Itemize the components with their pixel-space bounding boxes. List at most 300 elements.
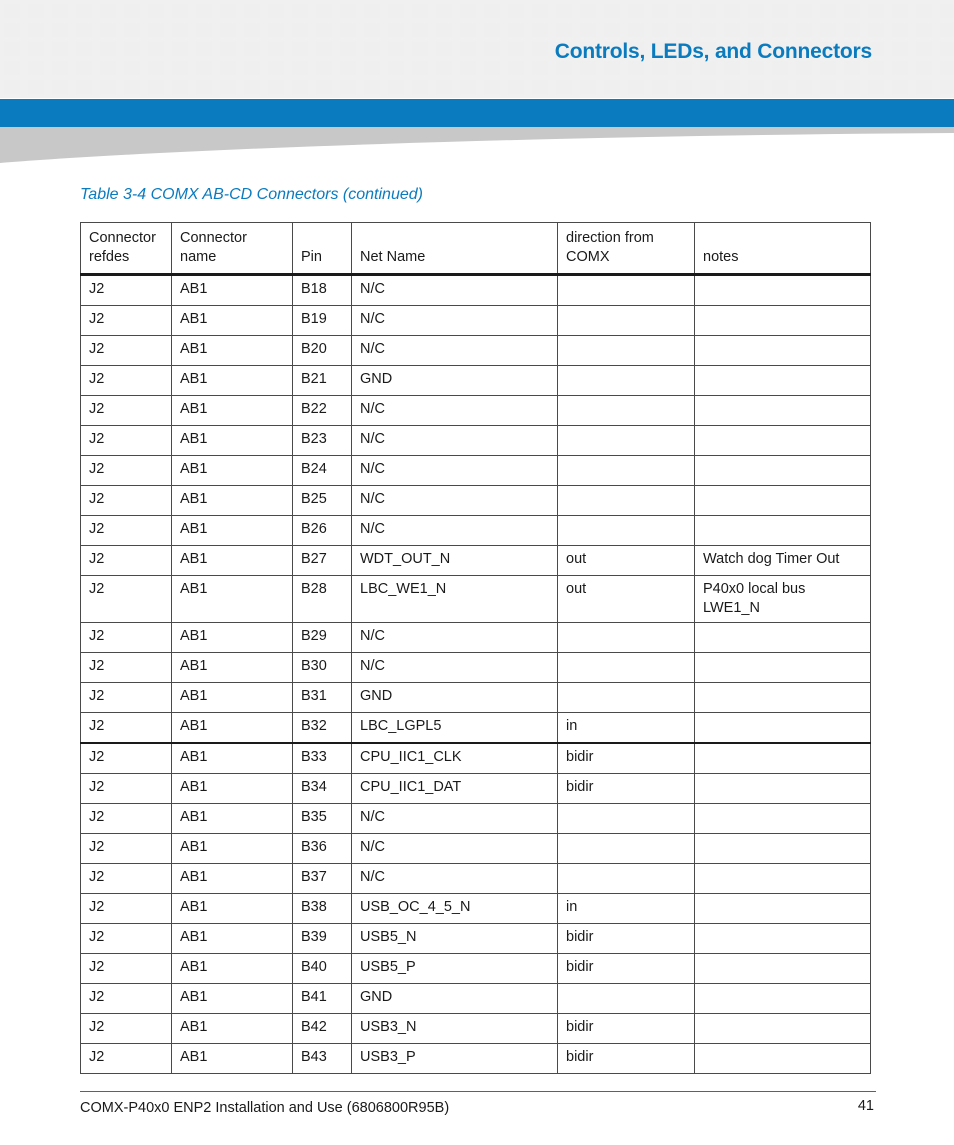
pattern-square <box>172 80 188 94</box>
cell-pin: B31 <box>293 683 352 713</box>
pattern-square <box>700 80 716 94</box>
cell-notes <box>695 713 871 744</box>
pattern-square <box>4 61 20 75</box>
pattern-square <box>916 4 932 18</box>
pattern-square <box>316 61 332 75</box>
pattern-square <box>388 80 404 94</box>
cell-connector-name: AB1 <box>172 864 293 894</box>
cell-direction: out <box>558 546 695 576</box>
pattern-square <box>364 80 380 94</box>
column-header-notes: notes <box>695 223 871 275</box>
pattern-square <box>124 23 140 37</box>
cell-direction <box>558 623 695 653</box>
cell-refdes: J2 <box>81 576 172 623</box>
cell-refdes: J2 <box>81 864 172 894</box>
pattern-square <box>772 4 788 18</box>
pattern-square <box>796 23 812 37</box>
pattern-square <box>436 4 452 18</box>
pattern-square <box>364 23 380 37</box>
cell-net-name: USB3_N <box>352 1014 558 1044</box>
pattern-square <box>580 80 596 94</box>
cell-direction <box>558 456 695 486</box>
pattern-square <box>508 42 524 56</box>
pattern-square <box>100 80 116 94</box>
cell-refdes: J2 <box>81 336 172 366</box>
pattern-square <box>484 42 500 56</box>
pattern-square <box>580 4 596 18</box>
pattern-square <box>628 23 644 37</box>
cell-direction: bidir <box>558 924 695 954</box>
pattern-square <box>436 42 452 56</box>
cell-connector-name: AB1 <box>172 576 293 623</box>
cell-notes <box>695 743 871 774</box>
cell-net-name: N/C <box>352 516 558 546</box>
cell-net-name: N/C <box>352 306 558 336</box>
pattern-square <box>220 61 236 75</box>
pattern-square <box>76 61 92 75</box>
pattern-square <box>460 23 476 37</box>
cell-notes <box>695 653 871 683</box>
pattern-square <box>76 42 92 56</box>
pattern-square <box>244 42 260 56</box>
cell-connector-name: AB1 <box>172 1044 293 1074</box>
cell-pin: B21 <box>293 366 352 396</box>
cell-notes <box>695 306 871 336</box>
cell-notes <box>695 426 871 456</box>
pattern-square <box>532 61 548 75</box>
column-header-direction: direction from COMX <box>558 223 695 275</box>
cell-refdes: J2 <box>81 426 172 456</box>
pattern-square <box>172 42 188 56</box>
cell-connector-name: AB1 <box>172 546 293 576</box>
table-row <box>81 516 871 546</box>
pattern-square <box>292 23 308 37</box>
pattern-square <box>460 4 476 18</box>
pattern-square <box>148 42 164 56</box>
cell-net-name: N/C <box>352 834 558 864</box>
cell-refdes: J2 <box>81 954 172 984</box>
pattern-square <box>292 42 308 56</box>
pattern-square <box>580 23 596 37</box>
cell-direction <box>558 275 695 306</box>
pattern-square <box>484 80 500 94</box>
cell-direction: in <box>558 713 695 744</box>
pattern-square <box>52 23 68 37</box>
pattern-square <box>748 23 764 37</box>
pattern-square <box>340 80 356 94</box>
pattern-square <box>652 4 668 18</box>
page-number: 41 <box>857 1098 874 1114</box>
pattern-square <box>316 4 332 18</box>
column-header-connector-name: Connector name <box>172 223 293 275</box>
cell-pin: B22 <box>293 396 352 426</box>
pattern-square <box>460 61 476 75</box>
pattern-square <box>100 61 116 75</box>
pattern-square <box>124 61 140 75</box>
cell-notes <box>695 456 871 486</box>
pattern-square <box>28 42 44 56</box>
pattern-square <box>244 80 260 94</box>
section-title: Controls, LEDs, and Connectors <box>554 40 872 63</box>
table-row <box>81 336 871 366</box>
pattern-square <box>268 80 284 94</box>
pattern-square <box>940 42 954 56</box>
pattern-square <box>916 61 932 75</box>
table-row <box>81 984 871 1014</box>
table-row <box>81 864 871 894</box>
pattern-square <box>940 23 954 37</box>
pattern-square <box>220 42 236 56</box>
cell-net-name: LBC_WE1_N <box>352 576 558 623</box>
pattern-square <box>700 23 716 37</box>
pattern-square <box>460 42 476 56</box>
cell-refdes: J2 <box>81 1014 172 1044</box>
pattern-square <box>52 80 68 94</box>
cell-net-name: CPU_IIC1_CLK <box>352 743 558 774</box>
pattern-square <box>892 42 908 56</box>
cell-pin: B24 <box>293 456 352 486</box>
cell-direction: bidir <box>558 774 695 804</box>
pattern-square <box>844 80 860 94</box>
pattern-square <box>820 80 836 94</box>
cell-net-name: GND <box>352 366 558 396</box>
pattern-square <box>148 61 164 75</box>
table-row <box>81 275 871 306</box>
cell-notes: Watch dog Timer Out <box>695 546 871 576</box>
pattern-square <box>796 4 812 18</box>
pattern-square <box>196 23 212 37</box>
pattern-square <box>868 80 884 94</box>
table-row <box>81 713 871 744</box>
cell-pin: B27 <box>293 546 352 576</box>
cell-connector-name: AB1 <box>172 623 293 653</box>
pattern-square <box>412 23 428 37</box>
cell-refdes: J2 <box>81 486 172 516</box>
pattern-square <box>532 80 548 94</box>
pattern-square <box>4 42 20 56</box>
table-row <box>81 576 871 623</box>
cell-refdes: J2 <box>81 306 172 336</box>
pattern-square <box>508 80 524 94</box>
pattern-square <box>940 4 954 18</box>
cell-connector-name: AB1 <box>172 774 293 804</box>
pattern-square <box>124 42 140 56</box>
pattern-square <box>556 23 572 37</box>
cell-pin: B35 <box>293 804 352 834</box>
cell-pin: B32 <box>293 713 352 744</box>
pattern-square <box>436 80 452 94</box>
cell-pin: B23 <box>293 426 352 456</box>
pattern-square <box>868 23 884 37</box>
cell-pin: B19 <box>293 306 352 336</box>
pattern-square <box>892 23 908 37</box>
connector-table <box>80 222 871 1074</box>
pattern-square <box>460 80 476 94</box>
pattern-square <box>748 4 764 18</box>
pattern-square <box>28 80 44 94</box>
cell-connector-name: AB1 <box>172 743 293 774</box>
cell-pin: B38 <box>293 894 352 924</box>
cell-notes <box>695 623 871 653</box>
pattern-square <box>316 23 332 37</box>
cell-refdes: J2 <box>81 456 172 486</box>
pattern-square <box>652 80 668 94</box>
cell-refdes: J2 <box>81 275 172 306</box>
cell-refdes: J2 <box>81 924 172 954</box>
pattern-square <box>844 23 860 37</box>
cell-notes <box>695 864 871 894</box>
pattern-square <box>76 23 92 37</box>
cell-connector-name: AB1 <box>172 396 293 426</box>
cell-refdes: J2 <box>81 984 172 1014</box>
cell-notes <box>695 336 871 366</box>
pattern-square <box>124 4 140 18</box>
footer-doc-title: COMX-P40x0 ENP2 Installation and Use (6806800R95B) <box>80 1100 450 1116</box>
cell-connector-name: AB1 <box>172 834 293 864</box>
cell-pin: B43 <box>293 1044 352 1074</box>
table-row <box>81 653 871 683</box>
pattern-square <box>148 4 164 18</box>
pattern-square <box>508 23 524 37</box>
cell-pin: B41 <box>293 984 352 1014</box>
table-row <box>81 486 871 516</box>
cell-direction: bidir <box>558 1014 695 1044</box>
pattern-square <box>340 23 356 37</box>
cell-notes <box>695 924 871 954</box>
cell-connector-name: AB1 <box>172 1014 293 1044</box>
pattern-square <box>652 23 668 37</box>
pattern-square <box>412 61 428 75</box>
cell-direction: in <box>558 894 695 924</box>
pattern-square <box>196 61 212 75</box>
cell-connector-name: AB1 <box>172 984 293 1014</box>
cell-notes <box>695 774 871 804</box>
pattern-square <box>340 4 356 18</box>
table-row <box>81 834 871 864</box>
pattern-square <box>76 4 92 18</box>
table-row <box>81 804 871 834</box>
pattern-square <box>628 80 644 94</box>
column-header-pin: Pin <box>293 223 352 275</box>
cell-connector-name: AB1 <box>172 275 293 306</box>
cell-connector-name: AB1 <box>172 954 293 984</box>
pattern-square <box>508 61 524 75</box>
pattern-square <box>292 61 308 75</box>
table-row <box>81 396 871 426</box>
cell-refdes: J2 <box>81 1044 172 1074</box>
cell-pin: B34 <box>293 774 352 804</box>
pattern-square <box>892 4 908 18</box>
cell-refdes: J2 <box>81 396 172 426</box>
pattern-square <box>676 23 692 37</box>
cell-refdes: J2 <box>81 894 172 924</box>
pattern-square <box>52 42 68 56</box>
table-row <box>81 894 871 924</box>
cell-direction: bidir <box>558 1044 695 1074</box>
pattern-square <box>724 4 740 18</box>
cell-connector-name: AB1 <box>172 336 293 366</box>
cell-pin: B39 <box>293 924 352 954</box>
pattern-square <box>4 80 20 94</box>
cell-net-name: N/C <box>352 623 558 653</box>
pattern-square <box>100 4 116 18</box>
cell-direction <box>558 366 695 396</box>
table-row <box>81 743 871 774</box>
pattern-square <box>292 80 308 94</box>
pattern-square <box>316 80 332 94</box>
cell-net-name: LBC_LGPL5 <box>352 713 558 744</box>
pattern-square <box>772 23 788 37</box>
pattern-square <box>28 23 44 37</box>
cell-notes: P40x0 local bus LWE1_N <box>695 576 871 623</box>
cell-pin: B42 <box>293 1014 352 1044</box>
cell-connector-name: AB1 <box>172 713 293 744</box>
pattern-square <box>100 42 116 56</box>
table-row <box>81 1044 871 1074</box>
cell-direction <box>558 984 695 1014</box>
table-header-row <box>81 223 871 275</box>
cell-net-name: N/C <box>352 396 558 426</box>
cell-refdes: J2 <box>81 774 172 804</box>
pattern-square <box>292 4 308 18</box>
cell-pin: B40 <box>293 954 352 984</box>
pattern-square <box>76 80 92 94</box>
pattern-square <box>388 61 404 75</box>
pattern-square <box>700 4 716 18</box>
pattern-square <box>676 4 692 18</box>
cell-notes <box>695 804 871 834</box>
pattern-square <box>916 80 932 94</box>
cell-direction: bidir <box>558 743 695 774</box>
pattern-square <box>724 80 740 94</box>
cell-direction <box>558 426 695 456</box>
table-row <box>81 546 871 576</box>
table-row <box>81 426 871 456</box>
pattern-square <box>436 61 452 75</box>
table-row <box>81 1014 871 1044</box>
cell-direction <box>558 864 695 894</box>
cell-net-name: USB3_P <box>352 1044 558 1074</box>
cell-net-name: N/C <box>352 653 558 683</box>
cell-direction <box>558 804 695 834</box>
header-band <box>0 99 954 127</box>
pattern-square <box>196 42 212 56</box>
cell-connector-name: AB1 <box>172 366 293 396</box>
pattern-square <box>172 61 188 75</box>
pattern-square <box>364 42 380 56</box>
cell-refdes: J2 <box>81 804 172 834</box>
cell-connector-name: AB1 <box>172 924 293 954</box>
table-row <box>81 774 871 804</box>
cell-connector-name: AB1 <box>172 894 293 924</box>
pattern-square <box>412 42 428 56</box>
cell-notes <box>695 396 871 426</box>
pattern-square <box>892 80 908 94</box>
pattern-square <box>436 23 452 37</box>
cell-refdes: J2 <box>81 366 172 396</box>
cell-refdes: J2 <box>81 653 172 683</box>
cell-direction <box>558 336 695 366</box>
cell-notes <box>695 954 871 984</box>
cell-connector-name: AB1 <box>172 804 293 834</box>
cell-refdes: J2 <box>81 743 172 774</box>
pattern-square <box>628 4 644 18</box>
table-row <box>81 683 871 713</box>
pattern-square <box>148 80 164 94</box>
pattern-square <box>28 61 44 75</box>
pattern-square <box>940 80 954 94</box>
cell-refdes: J2 <box>81 623 172 653</box>
pattern-square <box>868 4 884 18</box>
pattern-square <box>364 61 380 75</box>
cell-notes <box>695 1044 871 1074</box>
header-swoosh <box>0 127 954 167</box>
column-header-refdes: Connector refdes <box>81 223 172 275</box>
cell-pin: B29 <box>293 623 352 653</box>
cell-net-name: N/C <box>352 275 558 306</box>
pattern-square <box>604 80 620 94</box>
cell-net-name: USB5_P <box>352 954 558 984</box>
pattern-square <box>364 4 380 18</box>
table-row <box>81 366 871 396</box>
pattern-square <box>268 61 284 75</box>
table-caption: Table 3-4 COMX AB-CD Connectors (continued) <box>80 186 423 203</box>
pattern-square <box>604 4 620 18</box>
cell-notes <box>695 486 871 516</box>
cell-net-name: N/C <box>352 456 558 486</box>
cell-net-name: USB5_N <box>352 924 558 954</box>
cell-refdes: J2 <box>81 516 172 546</box>
cell-notes <box>695 894 871 924</box>
pattern-square <box>340 61 356 75</box>
table-row <box>81 456 871 486</box>
pattern-square <box>940 61 954 75</box>
pattern-square <box>604 23 620 37</box>
pattern-square <box>220 23 236 37</box>
pattern-square <box>508 4 524 18</box>
cell-net-name: WDT_OUT_N <box>352 546 558 576</box>
pattern-square <box>172 23 188 37</box>
pattern-square <box>484 61 500 75</box>
pattern-square <box>796 80 812 94</box>
cell-connector-name: AB1 <box>172 516 293 546</box>
cell-connector-name: AB1 <box>172 306 293 336</box>
cell-notes <box>695 984 871 1014</box>
pattern-square <box>244 61 260 75</box>
cell-notes <box>695 1014 871 1044</box>
cell-pin: B36 <box>293 834 352 864</box>
pattern-square <box>220 4 236 18</box>
cell-pin: B26 <box>293 516 352 546</box>
cell-refdes: J2 <box>81 683 172 713</box>
pattern-square <box>4 4 20 18</box>
cell-connector-name: AB1 <box>172 683 293 713</box>
column-header-net-name: Net Name <box>352 223 558 275</box>
cell-pin: B30 <box>293 653 352 683</box>
table-row <box>81 623 871 653</box>
cell-connector-name: AB1 <box>172 486 293 516</box>
cell-connector-name: AB1 <box>172 653 293 683</box>
table-row <box>81 924 871 954</box>
pattern-square <box>916 23 932 37</box>
pattern-square <box>28 4 44 18</box>
pattern-square <box>340 42 356 56</box>
cell-direction <box>558 306 695 336</box>
cell-direction <box>558 516 695 546</box>
pattern-square <box>892 61 908 75</box>
pattern-square <box>556 4 572 18</box>
cell-direction: bidir <box>558 954 695 984</box>
